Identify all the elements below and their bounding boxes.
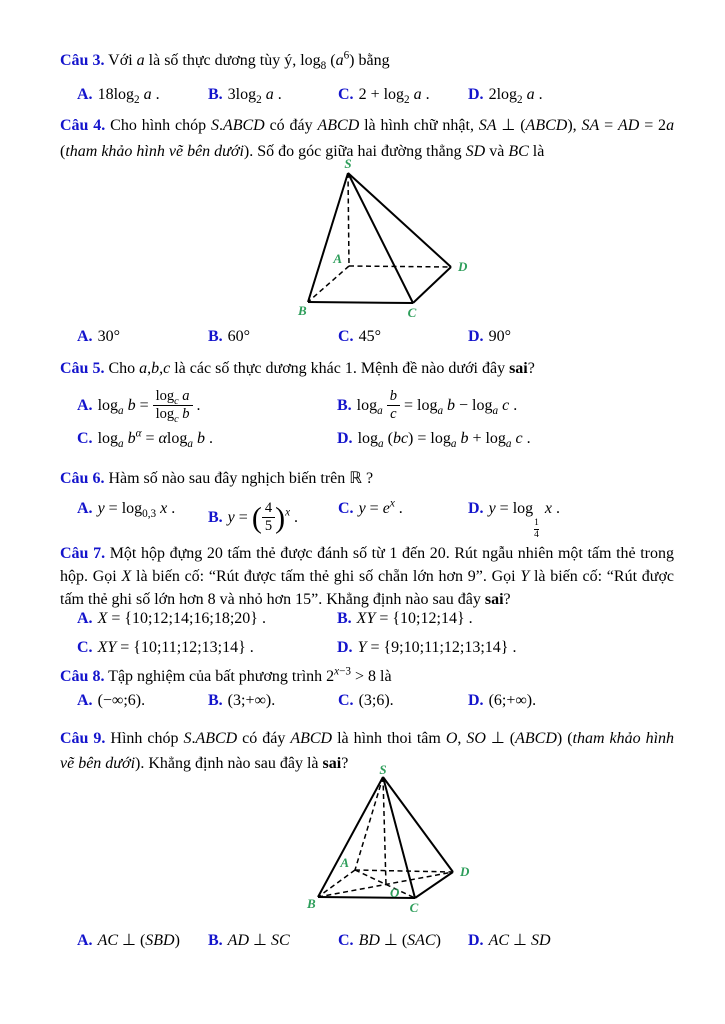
option-body: BD ⊥ (SAC) <box>358 932 441 949</box>
vertex-label-a: A <box>333 251 342 266</box>
option-body: 30° <box>97 328 120 345</box>
option-letter: B. <box>208 692 223 709</box>
option-9b <box>208 930 290 950</box>
option-body: $\log_a b^\alpha = \alpha\log_a$ b . <box>97 427 213 451</box>
vertex-label-c: C <box>407 305 417 320</box>
option-letter: A. <box>77 610 93 627</box>
question-8-label: Câu 8. <box>60 668 105 685</box>
option-7c <box>77 639 254 657</box>
option-9a <box>77 930 180 950</box>
option-letter: A. <box>77 86 93 103</box>
option-8a <box>77 692 145 710</box>
option-letter: B. <box>208 86 223 103</box>
option-3b <box>208 86 282 107</box>
question-7-text <box>60 542 674 611</box>
option-9d <box>468 930 551 950</box>
option-letter: A. <box>77 500 93 517</box>
option-body: AC ⊥ SD <box>488 932 551 949</box>
question-8-body: Tập nghiệm của bất phương trình $2^{x-3} > 8$ là <box>108 665 392 685</box>
option-letter: B. <box>337 396 352 414</box>
option-7d <box>337 639 516 657</box>
option-body: $\log_a (bc) = \log_a b + \log_a c$ . <box>357 430 531 451</box>
question-6-label: Câu 6. <box>60 470 105 487</box>
option-6c <box>338 497 403 518</box>
question-6-body: Hàm số nào sau đây nghịch biến trên ℝ ? <box>108 470 374 487</box>
vertex-label-a: A <box>340 855 349 870</box>
option-5c <box>77 427 213 451</box>
option-body: $2\log_2$ a . <box>488 86 543 107</box>
option-body: 45° <box>358 328 381 345</box>
option-body: AD ⊥ SC <box>227 932 290 949</box>
option-3a <box>77 86 160 107</box>
question-5-text <box>60 356 674 382</box>
center-label-o: O <box>390 885 400 900</box>
option-5a <box>77 388 201 424</box>
question-4-label: Câu 4. <box>60 117 106 134</box>
option-letter: C. <box>338 500 354 517</box>
question-5-body: Cho a,b,c là các số thực dương khác 1. Mệnh đề nào dưới đây sai? <box>108 360 535 377</box>
option-8d <box>468 692 536 710</box>
vertex-label-s: S <box>379 765 387 777</box>
option-letter: C. <box>338 932 354 949</box>
option-8c <box>338 692 394 710</box>
option-5d <box>337 430 531 451</box>
option-body: $y = \log_{0,3} x$ . <box>97 500 176 521</box>
option-body: (6;+∞). <box>488 692 537 709</box>
option-letter: C. <box>338 328 354 345</box>
option-body: (3;+∞). <box>227 692 276 709</box>
vertex-label-b: B <box>298 303 307 318</box>
option-letter: A. <box>77 328 93 345</box>
option-letter: D. <box>468 328 484 345</box>
option-8b <box>208 692 275 710</box>
option-letter: D. <box>468 692 484 709</box>
option-3d <box>468 86 543 107</box>
option-5b <box>337 388 517 424</box>
option-letter: D. <box>468 86 484 103</box>
option-letter: A. <box>77 932 93 949</box>
question-9-label: Câu 9. <box>60 730 106 747</box>
option-4d <box>468 328 511 346</box>
option-letter: B. <box>208 328 223 345</box>
option-body: AC ⊥ (SBD) <box>97 932 180 949</box>
option-letter: C. <box>77 639 93 656</box>
option-body: $y = e^x$ . <box>358 497 403 517</box>
option-6b <box>208 500 298 536</box>
option-letter: D. <box>337 430 353 447</box>
vertex-label-c: C <box>409 900 419 915</box>
option-letter: A. <box>77 396 93 414</box>
option-7a <box>77 610 266 628</box>
option-body: $3\log_2$ a . <box>227 86 282 107</box>
question-9-body: Hình chóp S.ABCD có đáy ABCD là hình thoi tâm O, SO ⊥ (ABCD) (tham khảo hình vẽ bên dưới). Khẳng định nào sau đây là sai? <box>60 730 675 772</box>
option-body: 60° <box>227 328 251 345</box>
question-8-text <box>60 664 674 690</box>
vertex-label-d: D <box>460 864 470 879</box>
option-letter: C. <box>338 692 354 709</box>
option-4c <box>338 328 381 346</box>
option-4b <box>208 328 250 346</box>
option-body: 90° <box>488 328 511 345</box>
question-7-body: Một hộp đựng 20 tấm thẻ được đánh số từ 1 đến 20. Rút ngẫu nhiên một tấm thẻ trong hộp. Gọi X là biến cố: “Rút được tấm thẻ ghi số chẵn lớn hơn 9”. Gọi Y là biến cố: “Rút được tấm thẻ ghi số lớn hơn 8 và nhỏ hơn 15”. Khẳng định nào sau đây sai? <box>60 545 675 608</box>
option-letter: D. <box>468 500 484 517</box>
option-letter: B. <box>337 610 352 627</box>
question-6-text <box>60 466 674 492</box>
question-3-text <box>60 48 674 74</box>
option-4a <box>77 328 120 346</box>
option-body: Y = {9;10;11;12;13;14} . <box>357 639 517 656</box>
option-3c <box>338 86 430 107</box>
option-letter: D. <box>337 639 353 656</box>
option-body: y = ( $\frac{4}{5}$ )$^x$ . <box>227 500 299 535</box>
vertex-label-b: B <box>307 896 316 911</box>
option-body: (3;6). <box>358 692 394 709</box>
vertex-label-s: S <box>344 158 352 171</box>
option-letter: A. <box>77 692 93 709</box>
option-9c <box>338 930 441 950</box>
option-body: $\log_a b$ = $\frac{\log_c a}{\log_c b}$ . <box>97 388 201 426</box>
question-7-label: Câu 7. <box>60 545 106 562</box>
option-body: $\log_a$ $\frac{b}{c}$ = $\log_a b - \log_a c$ . <box>356 388 518 423</box>
option-body: $18\log_2$ a . <box>97 86 160 107</box>
vertex-label-d: D <box>458 259 468 274</box>
option-letter: B. <box>208 932 223 949</box>
option-letter: C. <box>77 430 93 447</box>
question-3-label: Câu 3. <box>60 52 105 69</box>
pyramid-figure-q9 <box>290 765 490 917</box>
option-body: y = log $\frac{1}{4}$ x . <box>488 500 560 540</box>
option-letter: C. <box>338 86 354 103</box>
question-5-label: Câu 5. <box>60 360 105 377</box>
option-body: XY = {10;11;12;13;14} . <box>97 639 254 656</box>
option-7b <box>337 610 473 628</box>
pyramid-figure-q4 <box>280 158 500 322</box>
option-letter: D. <box>468 932 484 949</box>
option-6a <box>77 500 176 521</box>
question-4-body: Cho hình chóp S.ABCD có đáy ABCD là hình chữ nhật, SA ⊥ (ABCD), SA = AD = 2a (tham khảo hình vẽ bên dưới). Số đo góc giữa hai đường thẳng SD và BC là <box>60 117 675 160</box>
option-body: $2 + \log_2 a$ . <box>358 86 430 107</box>
option-letter: B. <box>208 508 223 526</box>
option-6d <box>468 500 560 541</box>
option-body: (−∞;6). <box>97 692 146 709</box>
question-3-body: Với a là số thực dương tùy ý, $\log_8 (a^6)$ bằng <box>108 49 390 73</box>
option-body: XY = {10;12;14} . <box>356 610 473 627</box>
option-body: X = {10;12;14;16;18;20} . <box>97 610 266 627</box>
